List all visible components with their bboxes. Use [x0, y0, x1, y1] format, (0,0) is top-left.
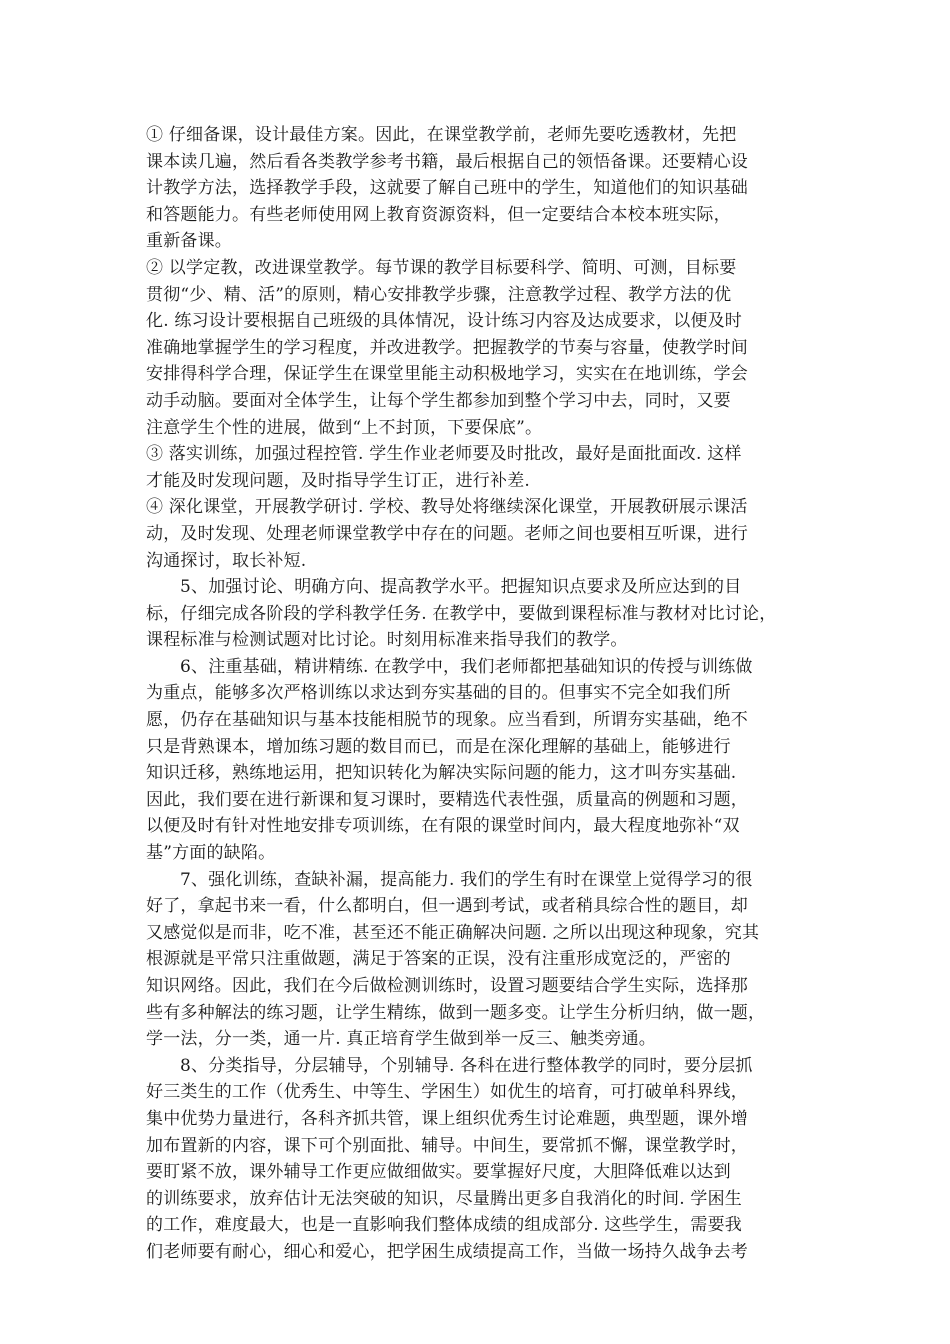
- text-line: ① 仔细备课，设计最佳方案。因此，在课堂教学前，老师先要吃透教材，先把: [146, 125, 737, 145]
- text-line: 计教学方法，选择教学手段，这就要了解自己班中的学生，知道他们的知识基础: [146, 178, 748, 199]
- text-line: 注意学生个性的进展，做到“上不封顶，下要保底”。: [146, 417, 543, 438]
- text-line: 动，及时发现、处理老师课堂教学中存在的问题。老师之间也要相互听课，进行: [146, 523, 748, 544]
- text-line: 学一法，分一类，通一片. 真正培育学生做到举一反三、触类旁通。: [146, 1029, 657, 1050]
- text-line: 化. 练习设计要根据自己班级的具体情况，设计练习内容及达成要求，以便及时: [146, 311, 743, 332]
- text-line: 才能及时发现问题，及时指导学生订正，进行补差.: [146, 470, 531, 491]
- text-line: 知识迁移，熟练地运用，把知识转化为解决实际问题的能力，这才叫夯实基础.: [146, 763, 737, 784]
- text-line: 7、强化训练，查缺补漏，提高能力. 我们的学生有时在课堂上觉得学习的很: [180, 869, 753, 890]
- text-line: ③ 落实训练，加强过程控管. 学生作业老师要及时批改，最好是面批面改. 这样: [146, 444, 742, 465]
- text-line: 因此，我们要在进行新课和复习课时，要精选代表性强，质量高的例题和习题，: [146, 789, 748, 810]
- text-line: 又感觉似是而非，吃不准，甚至还不能正确解决问题. 之所以出现这种现象，究其: [146, 922, 760, 943]
- text-line: 只是背熟课本，增加练习题的数目而已，而是在深化理解的基础上，能够进行: [146, 736, 731, 757]
- text-line: 标，仔细完成各阶段的学科教学任务. 在教学中，要做到课程标准与教材对比讨论，: [146, 603, 777, 624]
- text-line: 课程标准与检测试题对比讨论。时刻用标准来指导我们的教学。: [146, 630, 628, 651]
- text-line: 8、分类指导，分层辅导，个别辅导. 各科在进行整体教学的同时，要分层抓: [180, 1055, 753, 1076]
- text-line: ④ 深化课堂，开展教学研讨. 学校、教导处将继续深化课堂，开展教研展示课活: [146, 497, 748, 518]
- text-line: 安排得科学合理，保证学生在课堂里能主动积极地学习，实实在在地训练，学会: [146, 364, 748, 385]
- text-line: ② 以学定教，改进课堂教学。每节课的教学目标要科学、简明、可测，目标要: [146, 257, 737, 278]
- text-line: 5、加强讨论、明确方向、提高教学水平。把握知识点要求及所应达到的目: [180, 577, 742, 598]
- text-line: 些有多种解法的练习题，让学生精练，做到一题多变。让学生分析归纳，做一题，: [146, 1002, 766, 1023]
- text-line: 集中优势力量进行，各科齐抓共管，课上组织优秀生讨论难题，典型题，课外增: [146, 1108, 748, 1129]
- text-line: 动手动脑。要面对全体学生，让每个学生都参加到整个学习中去，同时，又要: [146, 390, 731, 411]
- text-line: 重新备课。: [146, 231, 232, 252]
- document-body: [146, 122, 826, 1266]
- text-line: 根源就是平常只注重做题，满足于答案的正误，没有注重形成宽泛的，严密的: [146, 949, 731, 970]
- text-line: 基”方面的缺陷。: [146, 843, 276, 864]
- text-line: 沟通探讨，取长补短.: [146, 550, 307, 571]
- text-line: 课本读几遍，然后看各类教学参考书籍，最后根据自己的领悟备课。还要精心设: [146, 151, 748, 172]
- text-line: 们老师要有耐心，细心和爱心，把学困生成绩提高工作，当做一场持久战争去考: [146, 1241, 748, 1262]
- text-line: 好三类生的工作（优秀生、中等生、学困生）如优生的培育，可打破单科界线，: [146, 1082, 748, 1103]
- text-line: 好了，拿起书来一看，什么都明白，但一遇到考试，或者稍具综合性的题目，却: [146, 896, 748, 917]
- text-line: 贯彻“少、精、活”的原则，精心安排教学步骤，注意教学过程、教学方法的优: [146, 284, 732, 305]
- text-line: 加布置新的内容，课下可个别面批、辅导。中间生，要常抓不懈，课堂教学时，: [146, 1135, 748, 1156]
- text-line: 为重点，能够多次严格训练以求达到夯实基础的目的。但事实不完全如我们所: [146, 683, 731, 704]
- text-line: 愿，仍存在基础知识与基本技能相脱节的现象。应当看到，所谓夯实基础，绝不: [146, 710, 748, 731]
- text-line: 的训练要求，放弃估计无法突破的知识，尽量腾出更多自我消化的时间. 学困生: [146, 1188, 743, 1209]
- text-line: 知识网络。因此，我们在今后做检测训练时，设置习题要结合学生实际，选择那: [146, 976, 748, 996]
- text-line: 要盯紧不放，课外辅导工作更应做细做实。要掌握好尺度，大胆降低难以达到: [146, 1162, 731, 1183]
- text-line: 的工作，难度最大，也是一直影响我们整体成绩的组成部分. 这些学生，需要我: [146, 1215, 743, 1236]
- text-line: 6、注重基础，精讲精练. 在教学中，我们老师都把基础知识的传授与训练做: [180, 656, 753, 677]
- text-line: 和答题能力。有些老师使用网上教育资源资料，但一定要结合本校本班实际，: [146, 204, 731, 225]
- text-line: 以便及时有针对性地安排专项训练，在有限的课堂时间内，最大程度地弥补“双: [146, 816, 740, 837]
- text-line: 准确地掌握学生的学习程度，并改进教学。把握教学的节奏与容量，使教学时间: [146, 337, 748, 358]
